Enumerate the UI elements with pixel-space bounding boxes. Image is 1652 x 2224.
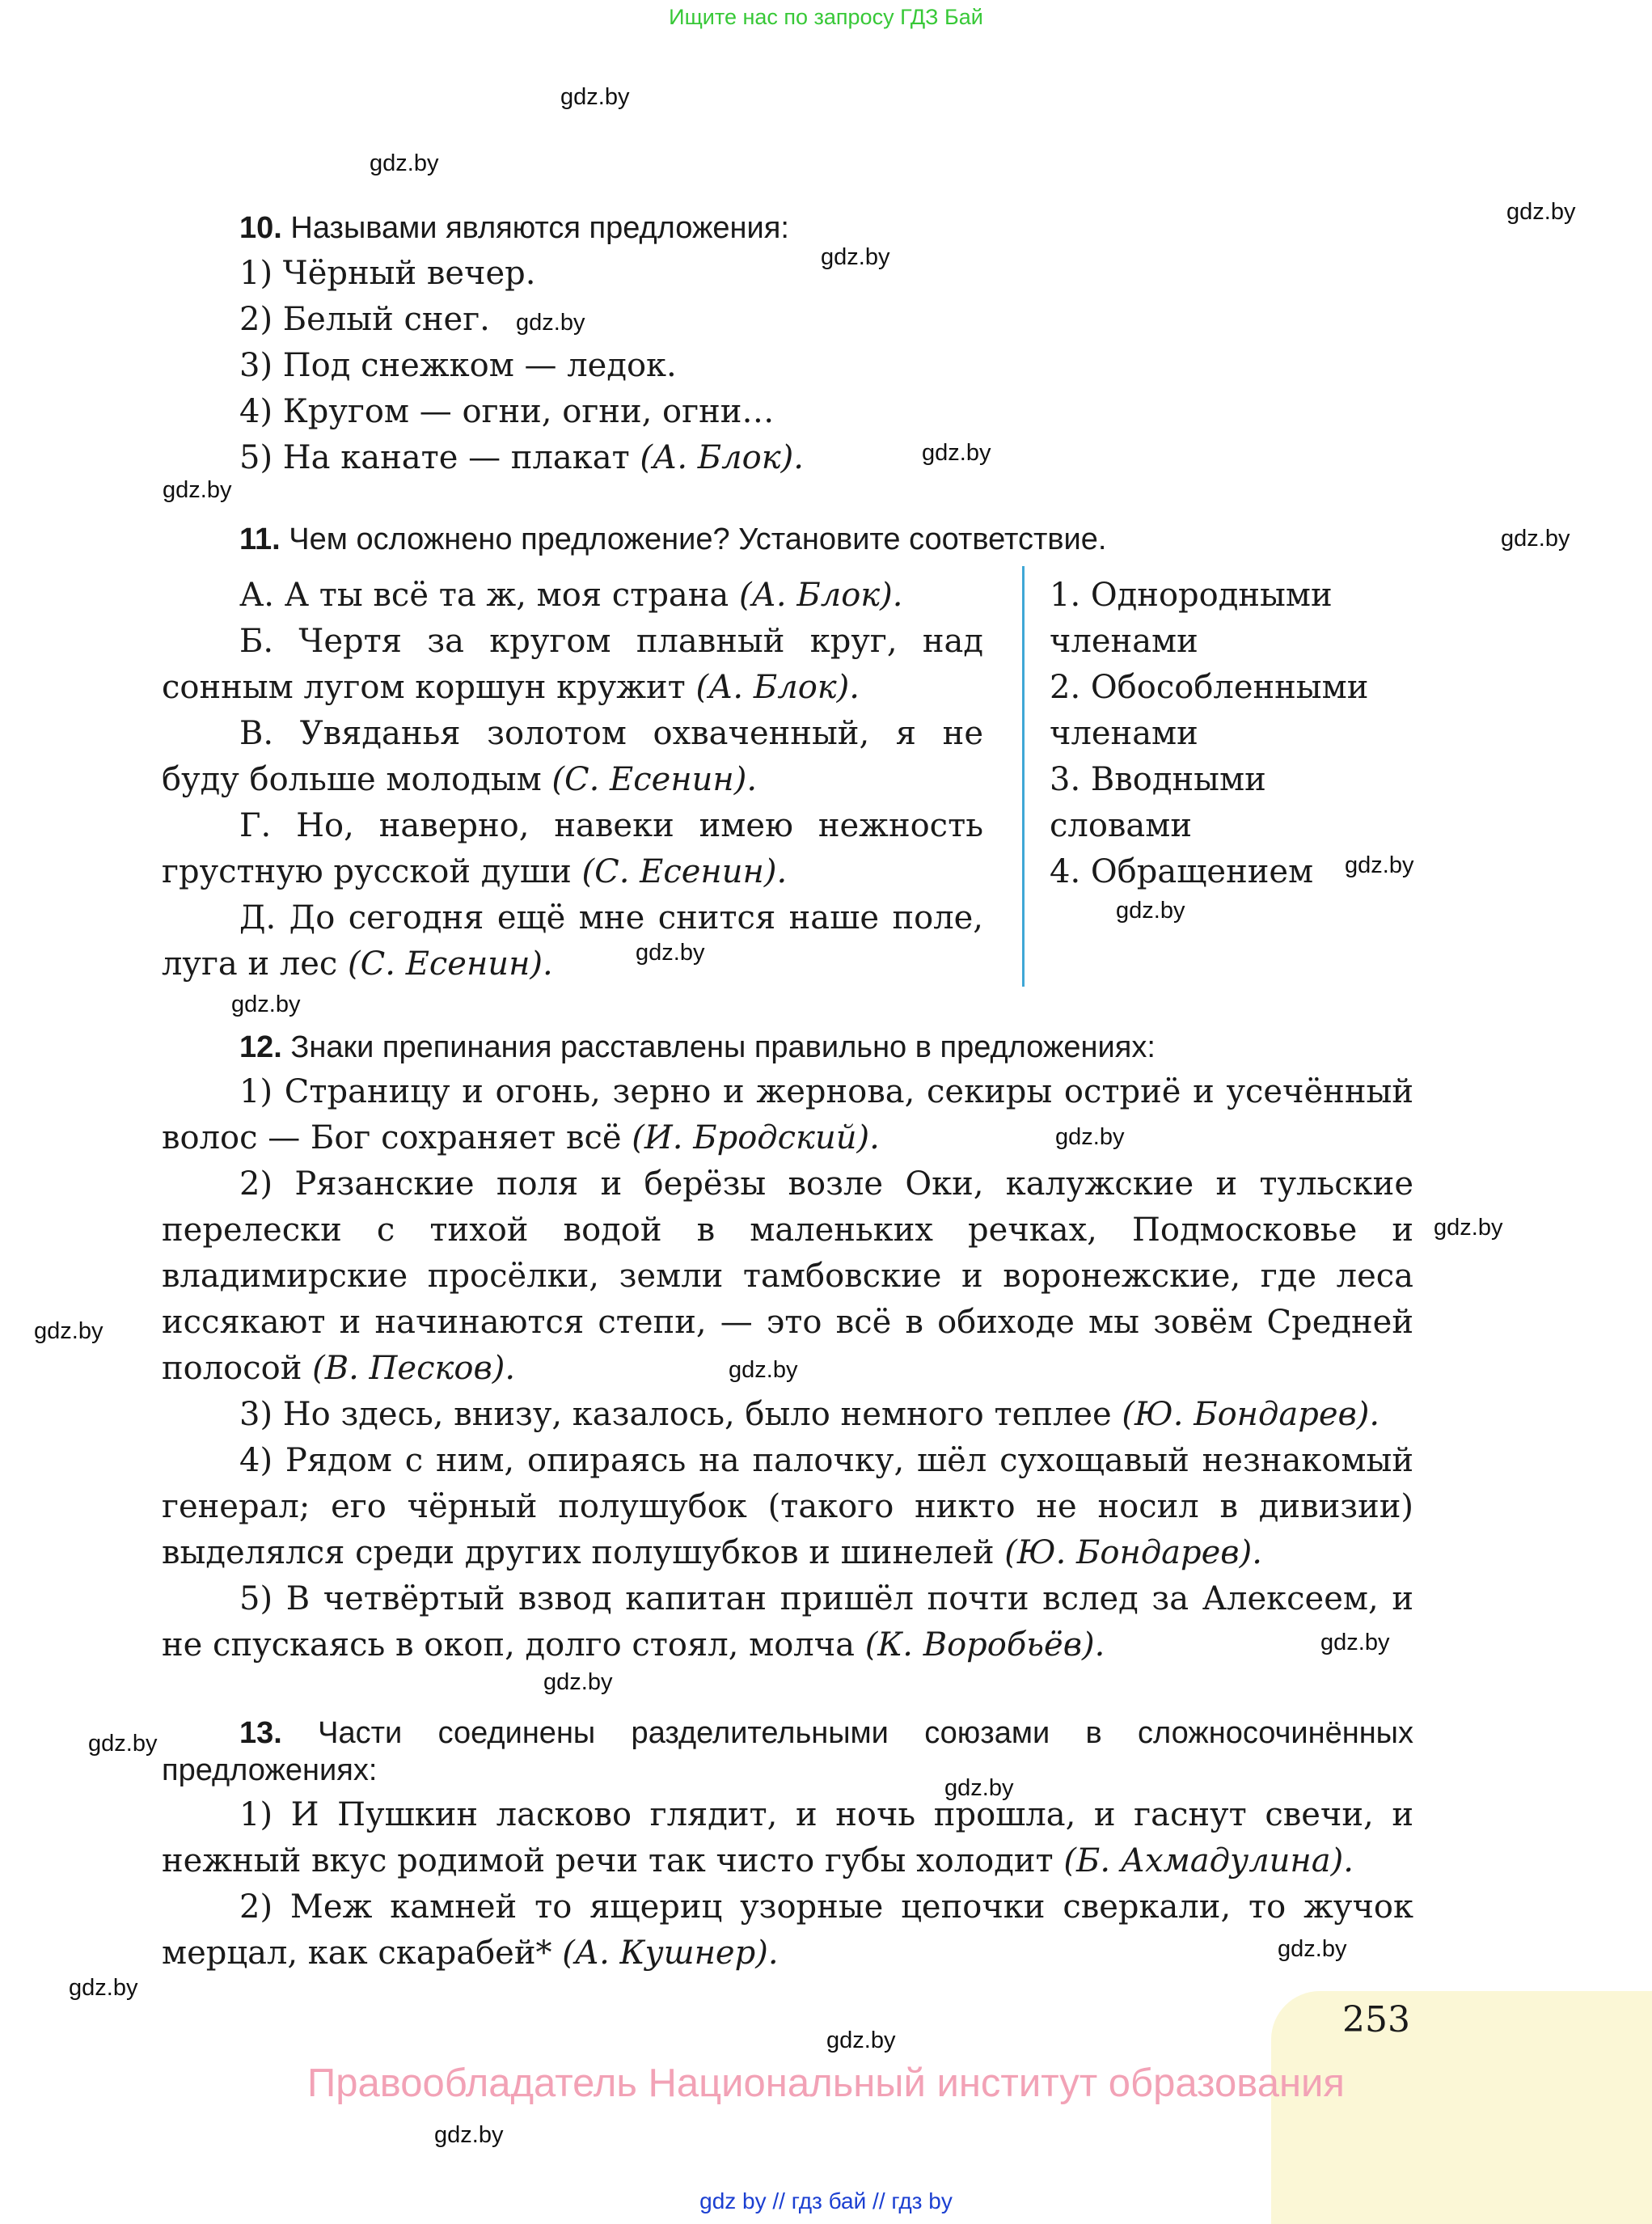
task-11-sentence: Д. До сегодня ещё мне снится наше поле, луга и лес (С. Есенин). [162,899,983,983]
task-10-item: 5) На канате — плакат (А. Блок). [239,439,804,476]
watermark: gdz.by [821,244,890,270]
watermark: gdz.by [69,1975,138,2001]
copyright-notice: Правообладатель Национальный институт образования [307,2061,1345,2105]
task-13-heading [162,1715,1413,1789]
watermark: gdz.by [88,1731,158,1757]
task-11-sentence: Б. Чертя за кругом плавный круг, над сонным лугом коршун кружит (А. Блок). [162,623,983,706]
task-number: 10. [239,211,282,245]
task-12-item: 5) В четвёртый взвод капитан пришёл почти вслед за Алексеем, и не спускаясь в окоп, долго стоял, молча (К. Воробьёв). [162,1580,1413,1664]
task-10-item: 1) Чёрный вечер. [239,255,536,292]
watermark: gdz.by [543,1669,613,1695]
watermark: gdz.by [1501,526,1570,552]
task-12-item: 2) Рязанские поля и берёзы возле Оки, калужские и тульские перелески с тихой водой в маленьких речках, Подмосковье и владимирские просёлки, земли тамбовские и воронежские, где леса иссякают и начинаются степи, — это всё в обиходе мы зовём Средней полосой (В. Песков). [162,1165,1413,1387]
watermark: gdz.by [1116,898,1185,924]
watermark: gdz.by [922,440,991,466]
watermark: gdz.by [729,1357,798,1383]
column-divider [1022,566,1025,987]
task-13-item: 2) Меж камней то ящериц узорные цепочки сверкали, то жучок мерцал, как скарабей* (А. Кушнер). [162,1888,1413,1972]
watermark: gdz.by [34,1318,104,1344]
watermark: gdz.by [231,991,301,1017]
task-question: Чем осложнено предложение? Установите соответствие. [289,522,1107,556]
author: (А. Блок). [640,439,804,476]
task-11-left-column [162,573,983,987]
watermark: gdz.by [434,2122,504,2148]
task-10-heading [239,206,789,250]
task-question: Знаки препинания расставлены правильно в предложениях: [290,1030,1156,1064]
task-13-item: 1) И Пушкин ласково глядит, и ночь прошла, и гаснут свечи, и нежный вкус родимой речи так чисто губы холодит (Б. Ахмадулина). [162,1796,1413,1879]
task-number: 12. [239,1030,282,1064]
task-10-item: 4) Кругом — огни, огни, огни… [239,393,775,430]
watermark: gdz.by [163,477,232,503]
top-banner: Ищите нас по запросу ГДЗ Бай [669,5,983,29]
task-12-item: 1) Страницу и огонь, зерно и жернова, секиры остриё и усечённый волос — Бог сохраняет всё (И. Бродский). [162,1073,1413,1156]
option: 2. Обособленными [1050,669,1369,706]
task-10-item: 3) Под снежком — ледок. [239,347,677,384]
task-12-item: 3) Но здесь, внизу, казалось, было немного теплее (Ю. Бондарев). [239,1396,1380,1433]
task-12-heading [239,1025,1156,1069]
watermark: gdz.by [636,940,705,966]
option: словами [1050,807,1193,844]
footer-links[interactable]: gdz by // гдз бай // гдз by [699,2188,953,2213]
watermark: gdz.by [1320,1630,1390,1655]
watermark: gdz.by [1434,1215,1503,1241]
watermark: gdz.by [370,150,439,176]
task-11-sentence: А. А ты всё та ж, моя страна (А. Блок). [239,577,903,614]
watermark: gdz.by [826,2027,896,2053]
task-number: 11. [239,522,281,556]
task-number: 13. [239,1716,282,1750]
task-11-right-column [1050,573,1368,895]
option: 1. Однородными [1050,577,1333,614]
watermark: gdz.by [1278,1936,1347,1962]
task-10-item: 2) Белый снег. [239,301,490,338]
task-11-heading [239,518,1106,561]
watermark: gdz.by [1345,852,1414,878]
watermark: gdz.by [1055,1124,1125,1150]
task-11-sentence: В. Увяданья золотом охваченный, я не буду больше молодым (С. Есенин). [162,715,983,798]
watermark: gdz.by [516,310,585,336]
task-12-items [162,1069,1413,1668]
option: 3. Вводными [1050,761,1266,798]
option: 4. Обращением [1050,853,1314,890]
task-question: Части соединены разделительными союзами в сложносочинённых предложениях: [162,1716,1413,1787]
option: членами [1050,715,1198,752]
watermark: gdz.by [1506,199,1576,225]
task-13-items [162,1792,1413,1977]
watermark: gdz.by [560,84,630,110]
task-12-item: 4) Рядом с ним, опираясь на палочку, шёл сухощавый незнакомый генерал; его чёрный полушубок (такого никто не носил в дивизии) выделялся среди других полушубков и шинелей (Ю. Бондарев). [162,1442,1413,1571]
page-number: 253 [1342,1999,1410,2040]
task-question: Называми являются предложения: [290,211,789,245]
option: членами [1050,623,1198,660]
watermark: gdz.by [944,1775,1014,1801]
task-11-sentence: Г. Но, наверно, навеки имею нежность грустную русской души (С. Есенин). [162,807,983,890]
